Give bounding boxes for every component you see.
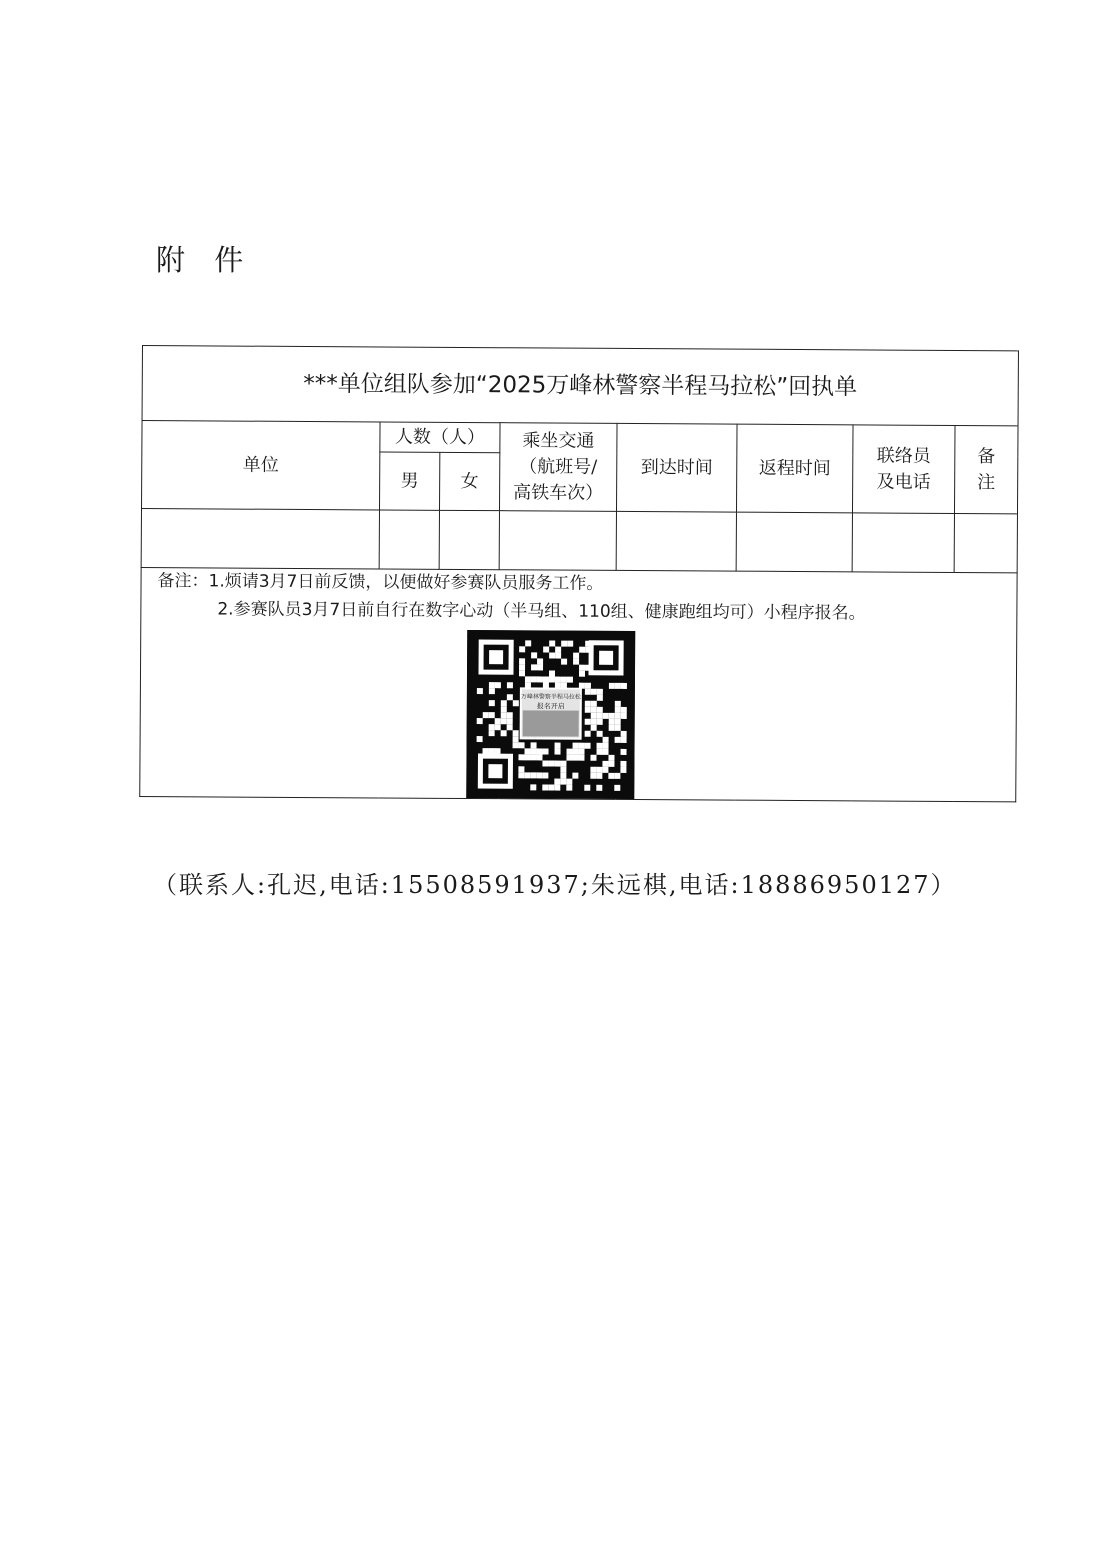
form-title: ***单位组队参加“2025万峰林警察半程马拉松”回执单	[142, 346, 1018, 426]
qr-module	[549, 670, 555, 676]
qr-module	[549, 652, 555, 658]
qr-module	[602, 767, 608, 773]
qr-module	[489, 712, 495, 718]
header-contact	[852, 425, 955, 514]
qr-module	[621, 731, 627, 737]
qr-module	[501, 700, 507, 706]
qr-module	[609, 725, 615, 731]
qr-module	[519, 670, 525, 676]
qr-module	[579, 647, 585, 653]
qr-module	[579, 743, 585, 749]
qr-module	[513, 736, 519, 742]
qr-module	[507, 718, 513, 724]
qr-module	[591, 689, 597, 695]
note-line-1: 备注：1.烦请3月7日前反馈，以便做好参赛队员服务工作。	[157, 571, 604, 594]
qr-module	[591, 713, 597, 719]
qr-module	[608, 773, 614, 779]
qr-center-label: 报名开启	[536, 702, 565, 711]
qr-module	[585, 683, 591, 689]
header-remark-line1: 备	[977, 445, 996, 467]
qr-module	[585, 689, 591, 695]
qr-module	[519, 658, 525, 664]
qr-module	[614, 785, 620, 791]
qr-module	[614, 773, 620, 779]
qr-module	[543, 676, 549, 682]
qr-module	[507, 682, 513, 688]
qr-module	[560, 773, 566, 779]
qr-module	[513, 730, 519, 736]
qr-module	[585, 719, 591, 725]
qr-module	[585, 701, 591, 707]
qr-module	[549, 640, 555, 646]
qr-module	[519, 742, 525, 748]
qr-module	[585, 731, 591, 737]
qr-module	[608, 755, 614, 761]
qr-module	[483, 748, 489, 754]
entry-row	[141, 509, 1017, 573]
qr-module	[615, 707, 621, 713]
qr-module	[591, 701, 597, 707]
qr-module	[548, 760, 554, 766]
qr-module	[590, 755, 596, 761]
qr-module	[519, 664, 525, 670]
qr-module	[590, 767, 596, 773]
qr-module	[615, 701, 621, 707]
qr-module	[495, 682, 501, 688]
qr-module	[561, 677, 567, 683]
qr-module	[513, 700, 519, 706]
qr-module	[537, 748, 543, 754]
qr-module	[573, 653, 579, 659]
qr-module	[609, 683, 615, 689]
qr-module	[567, 749, 573, 755]
qr-module	[585, 707, 591, 713]
qr-module	[489, 724, 495, 730]
qr-module	[555, 749, 561, 755]
qr-module	[555, 677, 561, 683]
qr-module	[495, 724, 501, 730]
qr-module	[621, 707, 627, 713]
qr-module	[524, 754, 530, 760]
qr-module	[566, 755, 572, 761]
qr-module	[615, 737, 621, 743]
entry-return-cell[interactable]	[736, 512, 852, 572]
qr-module	[573, 743, 579, 749]
qr-module	[621, 749, 627, 755]
qr-module	[501, 706, 507, 712]
qr-module	[584, 785, 590, 791]
qr-module	[489, 748, 495, 754]
qr-module	[501, 730, 507, 736]
qr-module	[537, 658, 543, 664]
qr-module	[603, 749, 609, 755]
qr-module	[524, 772, 530, 778]
qr-module	[495, 748, 501, 754]
qr-module	[530, 784, 536, 790]
qr-module	[597, 707, 603, 713]
header-arrival: 到达时间	[616, 423, 737, 512]
qr-center-caption: 万峰林警察半程马拉松	[520, 693, 581, 701]
qr-module	[537, 676, 543, 682]
qr-module	[597, 689, 603, 695]
qr-module	[597, 731, 603, 737]
qr-module	[554, 779, 560, 785]
qr-module	[579, 671, 585, 677]
qr-module	[620, 761, 626, 767]
qr-module	[501, 712, 507, 718]
qr-module	[501, 718, 507, 724]
qr-module	[554, 761, 560, 767]
header-remark	[954, 425, 1018, 513]
qr-module	[621, 737, 627, 743]
notes-section	[140, 567, 1017, 801]
qr-module	[477, 688, 483, 694]
qr-module	[537, 664, 543, 670]
header-transport-line3: 高铁车次）	[513, 481, 604, 504]
qr-module	[525, 640, 531, 646]
qr-module	[489, 688, 495, 694]
entry-contact-cell[interactable]	[852, 513, 954, 573]
qr-module	[578, 755, 584, 761]
qr-module	[579, 749, 585, 755]
qr-module	[555, 647, 561, 653]
qr-module	[525, 676, 531, 682]
qr-module	[603, 743, 609, 749]
header-transport	[499, 423, 617, 512]
qr-module	[543, 748, 549, 754]
qr-module	[596, 767, 602, 773]
qr-module	[477, 736, 483, 742]
qr-module	[560, 767, 566, 773]
qr-module	[585, 743, 591, 749]
receipt-table	[139, 345, 1019, 802]
receipt-form	[139, 345, 1018, 805]
qr-module	[591, 719, 597, 725]
qr-module	[536, 772, 542, 778]
header-return: 返程时间	[736, 424, 853, 513]
qr-module	[530, 754, 536, 760]
qr-module	[555, 743, 561, 749]
qr-module	[566, 785, 572, 791]
qr-module	[519, 646, 525, 652]
qr-module	[548, 784, 554, 790]
qr-module	[567, 641, 573, 647]
qr-module	[597, 743, 603, 749]
qr-module	[566, 779, 572, 785]
qr-module	[489, 730, 495, 736]
qr-module	[620, 767, 626, 773]
entry-female-cell[interactable]	[439, 510, 499, 569]
header-remark-line2: 注	[977, 471, 996, 493]
qr-module	[531, 676, 537, 682]
qr-module	[615, 713, 621, 719]
qr-module	[561, 659, 567, 665]
entry-arrival-cell[interactable]	[616, 511, 736, 571]
qr-module	[591, 725, 597, 731]
entry-male-cell[interactable]	[379, 510, 439, 569]
qr-module	[489, 682, 495, 688]
qr-module	[596, 785, 602, 791]
qr-module	[597, 695, 603, 701]
entry-remark-cell[interactable]	[954, 513, 1017, 572]
qr-module	[560, 779, 566, 785]
qr-module	[579, 665, 585, 671]
qr-module	[542, 772, 548, 778]
qr-module	[530, 772, 536, 778]
qr-module	[518, 772, 524, 778]
qr-module	[572, 773, 578, 779]
qr-module	[542, 784, 548, 790]
header-transport-line1: 乘坐交通	[522, 429, 595, 452]
qr-module	[507, 712, 513, 718]
qr-module	[615, 683, 621, 689]
qr-module	[591, 707, 597, 713]
qr-module	[549, 676, 555, 682]
header-male: 男	[379, 452, 439, 510]
qr-module	[525, 748, 531, 754]
qr-module	[573, 749, 579, 755]
qr-module	[531, 742, 537, 748]
qr-module	[495, 718, 501, 724]
qr-module	[567, 677, 573, 683]
qr-module	[513, 742, 519, 748]
qr-module	[615, 725, 621, 731]
qr-module	[489, 700, 495, 706]
qr-module	[507, 724, 513, 730]
qr-module	[507, 694, 513, 700]
qr-module	[597, 749, 603, 755]
entry-transport-cell[interactable]	[499, 511, 616, 571]
qr-module	[572, 755, 578, 761]
header-people: 人数（人）	[380, 422, 500, 453]
header-transport-line2: （航班号/	[519, 455, 598, 478]
qr-module	[542, 760, 548, 766]
header-contact-line1: 联络员	[876, 444, 931, 467]
qr-module	[560, 761, 566, 767]
qr-code-icon[interactable]	[466, 630, 635, 799]
qr-code-graphic	[466, 630, 635, 799]
qr-module	[603, 737, 609, 743]
header-female: 女	[439, 452, 499, 510]
qr-module	[477, 718, 483, 724]
qr-module	[531, 748, 537, 754]
qr-module	[615, 719, 621, 725]
qr-module	[609, 713, 615, 719]
header-contact-line2: 及电话	[876, 470, 931, 493]
qr-module	[596, 773, 602, 779]
qr-module	[531, 664, 537, 670]
qr-module	[554, 785, 560, 791]
qr-module	[597, 719, 603, 725]
qr-module	[621, 713, 627, 719]
qr-module	[573, 659, 579, 665]
qr-module	[603, 713, 609, 719]
qr-module	[518, 754, 524, 760]
note-line-2: 2.参赛队员3月7日前自行在数字心动（半马组、110组、健康跑组均可）小程序报名。	[217, 599, 866, 624]
qr-module	[608, 761, 614, 767]
qr-module	[590, 773, 596, 779]
qr-module	[561, 641, 567, 647]
qr-module	[621, 683, 627, 689]
entry-unit-cell[interactable]	[141, 509, 379, 569]
contact-info: （联系人:孔迟,电话:15508591937;朱远棋,电话:18886950127）	[153, 871, 957, 899]
qr-module	[602, 761, 608, 767]
qr-module	[597, 713, 603, 719]
qr-module	[483, 712, 489, 718]
qr-module	[531, 652, 537, 658]
qr-module	[555, 653, 561, 659]
qr-module	[609, 719, 615, 725]
attachment-heading: 附 件	[156, 243, 254, 277]
qr-module	[543, 646, 549, 652]
qr-module	[536, 754, 542, 760]
qr-module	[518, 766, 524, 772]
header-unit: 单位	[142, 421, 381, 510]
